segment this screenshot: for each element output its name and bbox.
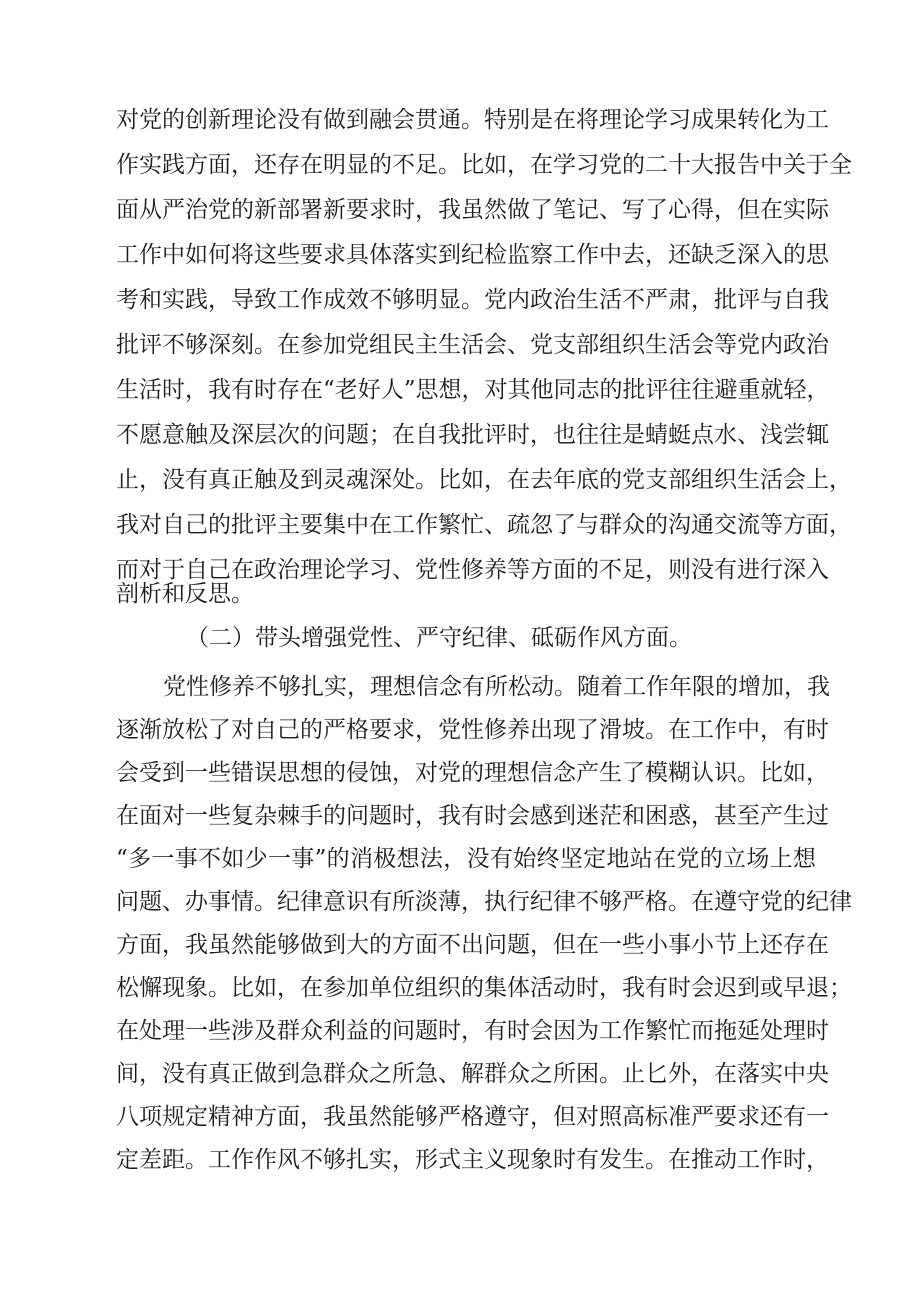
text-line: 会受到一些错误思想的侵蚀，对党的理想信念产生了模糊认识。比如， (116, 760, 829, 786)
text-line: 逐渐放松了对自己的严格要求，党性修养出现了滑坡。在工作中，有时 (116, 717, 829, 743)
text-line: 工作中如何将这些要求具体落实到纪检监察工作中去，还缺乏深入的思 (116, 242, 829, 268)
text-line: “多一事不如少一事”的消极想法，没有始终坚定地站在党的立场上想 (116, 846, 816, 872)
text-line: 八项规定精神方面，我虽然能够严格遵守，但对照高标准严要求还有一 (116, 1104, 829, 1130)
text-line: 生活时，我有时存在“老好人”思想，对其他同志的批评往往避重就轻， (116, 377, 830, 403)
text-line: 在面对一些复杂棘手的问题时，我有时会感到迷茫和困惑，甚至产生过 (116, 803, 829, 829)
text-line: 松懈现象。比如，在参加单位组织的集体活动时，我有时会迟到或早退； (116, 975, 852, 1001)
text-line: 对党的创新理论没有做到融会贯通。特别是在将理论学习成果转化为工 (116, 107, 829, 133)
text-line: 问题、办事情。纪律意识有所淡薄，执行纪律不够严格。在遵守党的纪律 (116, 889, 852, 915)
text-line: 在处理一些涉及群众利益的问题时，有时会因为工作繁忙而拖延处理时 (116, 1018, 829, 1044)
text-line: 作实践方面，还存在明显的不足。比如，在学习党的二十大报告中关于全 (116, 152, 852, 178)
text-line: 我对自己的批评主要集中在工作繁忙、疏忽了与群众的沟通交流等方面， (116, 512, 852, 538)
section-heading: （二）带头增强党性、严守纪律、砥砺作风方面。 (186, 625, 692, 651)
text-line: 方面，我虽然能够做到大的方面不出问题，但在一些小事小节上还存在 (116, 932, 829, 958)
text-line: 止，没有真正触及到灵魂深处。比如，在去年底的党支部组织生活会上， (116, 467, 852, 493)
text-line: 定差距。工作作风不够扎实，形式主义现象时有发生。在推动工作时， (116, 1147, 829, 1173)
text-line: 剖析和反思。 (116, 581, 254, 607)
text-line: 间，没有真正做到急群众之所急、解群众之所困。止匕外，在落实中央 (116, 1061, 829, 1087)
text-line: 批评不够深刻。在参加党组民主生活会、党支部组织生活会等党内政治 (116, 332, 829, 358)
text-line: 不愿意触及深层次的问题；在自我批评时，也往往是蜻蜓点水、浅尝辄 (116, 422, 829, 448)
text-line: 考和实践，导致工作成效不够明显。党内政治生活不严肃，批评与自我 (116, 287, 829, 313)
text-line: 党性修养不够扎实，理想信念有所松动。随着工作年限的增加，我 (163, 674, 830, 700)
text-line: 而对于自己在政治理论学习、党性修养等方面的不足，则没有进行深入 (116, 557, 829, 583)
text-line: 面从严治党的新部署新要求时，我虽然做了笔记、写了心得，但在实际 (116, 197, 829, 223)
